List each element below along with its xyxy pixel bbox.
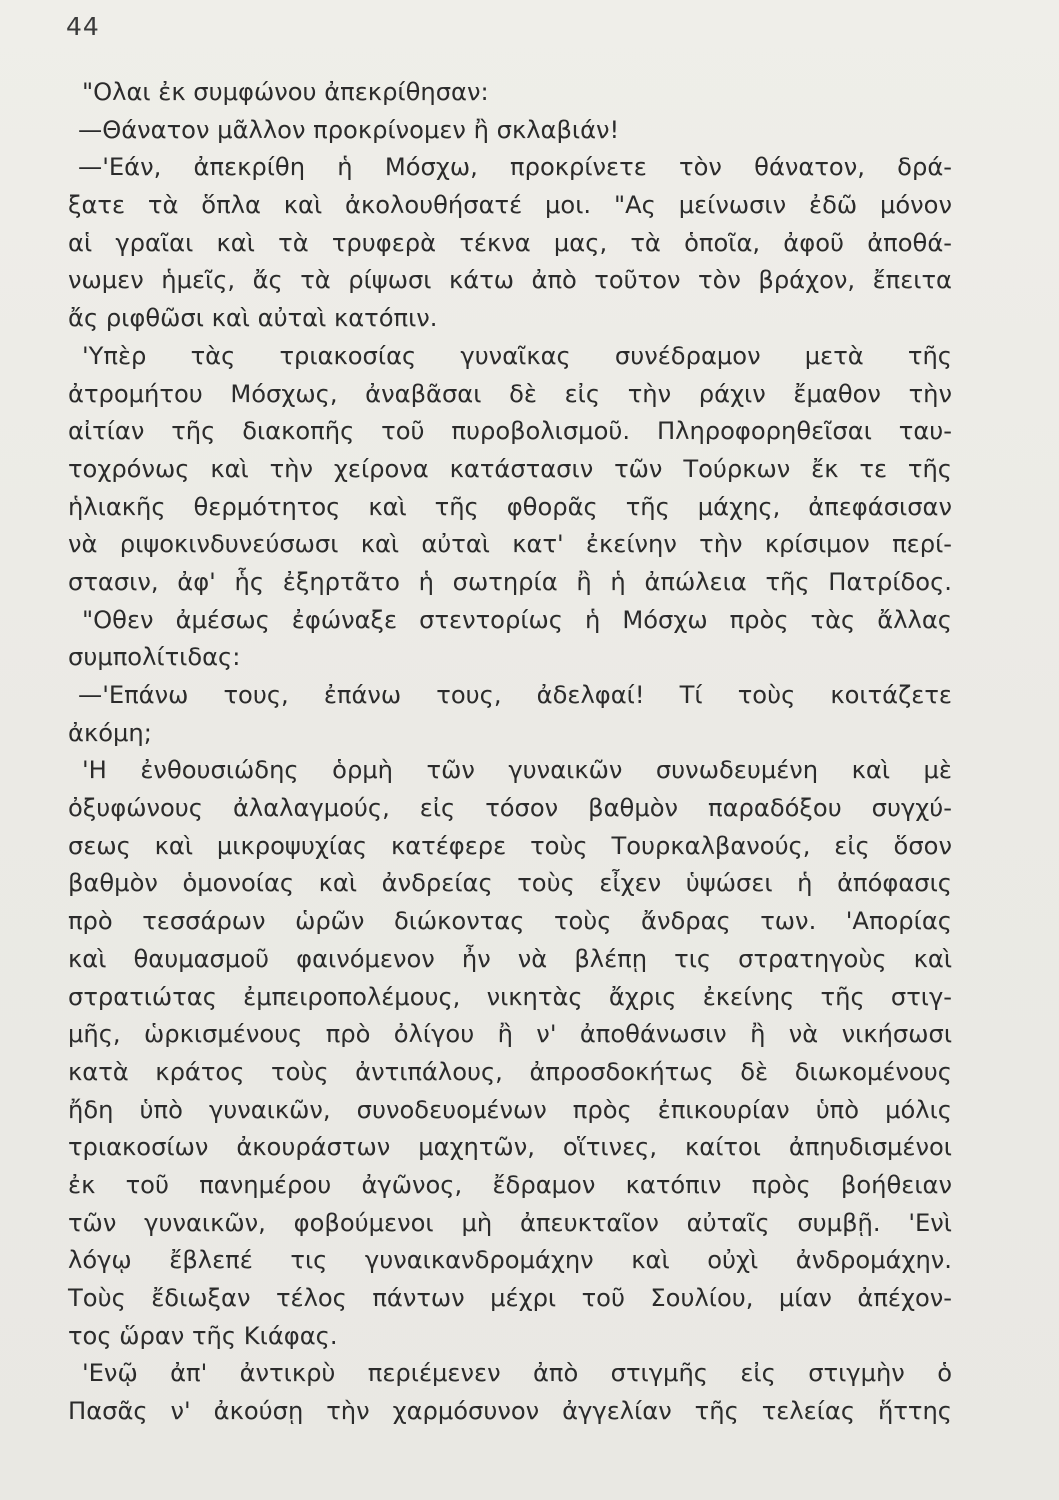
text-line: —'Εάν, ἀπεκρίθη ἡ Μόσχω, προκρίνετε τὸν θάνατον, δρά- — [78, 153, 952, 182]
text-line: μῆς, ὡρκισμένους πρὸ ὀλίγου ἢ ν' ἀποθάνωσιν ἢ νὰ νικήσωσι — [68, 1020, 952, 1049]
text-line: σεως καὶ μικροψυχίας κατέφερε τοὺς Τουρκαλβανούς, εἰς ὅσον — [68, 831, 952, 860]
text-line: νωμεν ἡμεῖς, ἄς τὰ ρίψωσι κάτω ἀπὸ τοῦτον τὸν βράχον, ἔπειτα — [68, 266, 952, 295]
text-line: στασιν, ἀφ' ἧς ἐξηρτᾶτο ἡ σωτηρία ἢ ἡ ἀπώλεια τῆς Πατρίδος. — [68, 567, 952, 596]
text-line: ὀξυφώνους ἀλαλαγμούς, εἰς τόσον βαθμὸν παραδόξου συγχύ- — [68, 794, 952, 823]
text-line: 'Υπὲρ τὰς τριακοσίας γυναῖκας συνέδραμον μετὰ τῆς — [82, 341, 952, 370]
text-line: Πασᾶς ν' ἀκούσῃ τὴν χαρμόσυνον ἀγγελίαν τῆς τελείας ἥττης — [68, 1397, 952, 1426]
text-line: ἡλιακῆς θερμότητος καὶ τῆς φθορᾶς τῆς μάχης, ἀπεφάσισαν — [68, 492, 952, 521]
text-line: πρὸ τεσσάρων ὡρῶν διώκοντας τοὺς ἄνδρας των. 'Απορίας — [68, 907, 952, 936]
text-line: στρατιώτας ἐμπειροπολέμους, νικητὰς ἄχρις ἐκείνης τῆς στιγ- — [68, 982, 952, 1011]
text-line: βαθμὸν ὁμονοίας καὶ ἀνδρείας τοὺς εἶχεν ὑψώσει ἡ ἀπόφασις — [68, 869, 952, 898]
text-line: τος ὥραν τῆς Κιάφας. — [68, 1321, 338, 1350]
text-line: νὰ ριψοκινδυνεύσωσι καὶ αὐταὶ κατ' ἐκείνην τὴν κρίσιμον περί- — [68, 530, 952, 559]
text-line: ἤδη ὑπὸ γυναικῶν, συνοδευομένων πρὸς ἐπικουρίαν ὑπὸ μόλις — [68, 1095, 952, 1124]
text-line: συμπολίτιδας: — [68, 643, 241, 672]
text-line: "Ολαι ἐκ συμφώνου ἀπεκρίθησαν: — [82, 78, 489, 106]
text-line: τοχρόνως καὶ τὴν χείρονα κατάστασιν τῶν Τούρκων ἔκ τε τῆς — [68, 454, 952, 483]
text-line: αἰτίαν τῆς διακοπῆς τοῦ πυροβολισμοῦ. Πληροφορηθεῖσαι ταυ- — [68, 417, 952, 446]
text-line: —'Επάνω τους, ἐπάνω τους, ἀδελφαί! Τί τοὺς κοιτάζετε — [78, 681, 952, 709]
text-line: τῶν γυναικῶν, φοβούμενοι μὴ ἀπευκταῖον αὐταῖς συμβῇ. 'Ενὶ — [68, 1208, 952, 1237]
text-line: αἱ γραῖαι καὶ τὰ τρυφερὰ τέκνα μας, τὰ ὁποῖα, ἀφοῦ ἀποθά- — [68, 228, 952, 257]
text-line: 'Η ἐνθουσιώδης ὁρμὴ τῶν γυναικῶν συνωδευμένη καὶ μὲ — [82, 756, 952, 785]
text-line: τριακοσίων ἀκουράστων μαχητῶν, οἵτινες, καίτοι ἀπηυδισμένοι — [68, 1133, 952, 1162]
text-line: "Οθεν ἀμέσως ἐφώναξε στεντορίως ἡ Μόσχω πρὸς τὰς ἄλλας — [82, 605, 952, 634]
text-line: 'Ενῷ ἀπ' ἀντικρὺ περιέμενεν ἀπὸ στιγμῆς εἰς στιγμὴν ὁ — [82, 1359, 952, 1388]
text-line: καὶ θαυμασμοῦ φαινόμενον ἦν νὰ βλέπῃ τις στρατηγοὺς καὶ — [68, 944, 952, 973]
text-line: ἐκ τοῦ πανημέρου ἀγῶνος, ἔδραμον κατόπιν πρὸς βοήθειαν — [68, 1170, 952, 1199]
text-line: —Θάνατον μᾶλλον προκρίνομεν ἢ σκλαβιάν! — [78, 115, 620, 144]
body-text — [68, 74, 952, 1431]
text-line: Τοὺς ἔδιωξαν τέλος πάντων μέχρι τοῦ Σουλίου, μίαν ἀπέχον- — [68, 1284, 952, 1312]
text-line: ἀτρομήτου Μόσχως, ἀναβᾶσαι δὲ εἰς τὴν ράχιν ἔμαθον τὴν — [68, 379, 952, 408]
text-line: λόγῳ ἔβλεπέ τις γυναικανδρομάχην καὶ οὐχὶ ἀνδρομάχην. — [68, 1246, 952, 1275]
text-line: ἀκόμη; — [68, 718, 152, 747]
text-line: κατὰ κράτος τοὺς ἀντιπάλους, ἀπροσδοκήτως δὲ διωκομένους — [68, 1057, 952, 1086]
text-line: ἄς ριφθῶσι καὶ αὐταὶ κατόπιν. — [68, 304, 438, 333]
text-line: ξατε τὰ ὅπλα καὶ ἀκολουθήσατέ μοι. "Ας μείνωσιν ἐδῶ μόνον — [68, 191, 952, 220]
page-number: 44 — [66, 12, 100, 41]
